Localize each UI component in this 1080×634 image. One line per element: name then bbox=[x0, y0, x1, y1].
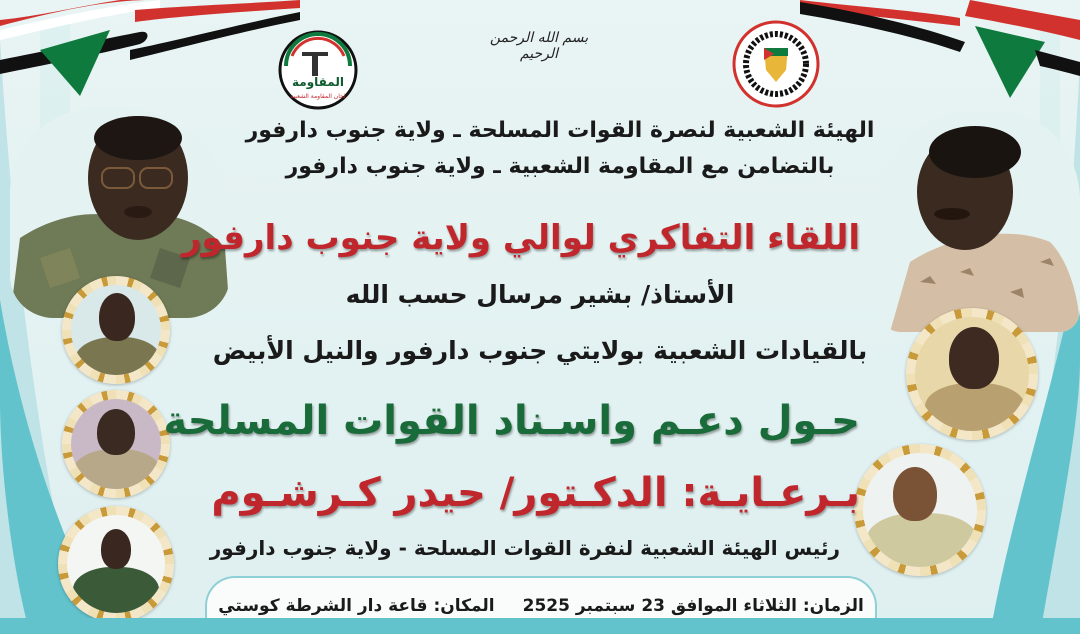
svg-text:المقاومة: المقاومة bbox=[292, 75, 344, 89]
portrait-frame-left-2 bbox=[62, 390, 170, 498]
event-topic: حـول دعـم واسـناد القوات المسلحة bbox=[163, 398, 860, 444]
bottom-band bbox=[0, 618, 1080, 634]
event-time: الزمان: الثلاثاء الموافق 23 سبتمبر 2525 bbox=[522, 596, 864, 616]
portrait-frame-right-2 bbox=[854, 444, 986, 576]
event-place: المكان: قاعة دار الشرطة كوستي bbox=[218, 596, 495, 616]
portrait-frame-left-1 bbox=[62, 276, 170, 384]
svg-text:لجان المقاومة الشعبية: لجان المقاومة الشعبية bbox=[290, 93, 346, 100]
governor-name: الأستاذ/ بشير مرسال حسب الله bbox=[345, 280, 735, 309]
portrait-main-right bbox=[880, 112, 1080, 332]
basmala-calligraphy: بسم الله الرحمن الرحيم bbox=[489, 30, 589, 62]
event-patron: بـرعـايـة: الدكـتور/ حيدر كـرشـوم bbox=[211, 470, 860, 516]
event-participants: بالقيادات الشعبية بولايتي جنوب دارفور والنيل الأبيض bbox=[212, 336, 868, 365]
flag-ribbon-right bbox=[800, 0, 1080, 98]
event-title: اللقاء التفاكري لوالي ولاية جنوب دارفور bbox=[181, 218, 860, 258]
portrait-frame-left-3 bbox=[58, 506, 174, 622]
header-line-2: بالتضامن مع المقاومة الشعبية ـ ولاية جنوب دارفور bbox=[285, 154, 835, 179]
patron-title: رئيس الهيئة الشعبية لنفرة القوات المسلحة - ولاية جنوب دارفور bbox=[209, 536, 840, 560]
portrait-frame-right-1 bbox=[906, 308, 1038, 440]
header-line-1: الهيئة الشعبية لنصرة القوات المسلحة ـ ولاية جنوب دارفور bbox=[245, 118, 875, 143]
resistance-logo bbox=[272, 26, 364, 112]
popular-authority-logo bbox=[730, 18, 822, 110]
